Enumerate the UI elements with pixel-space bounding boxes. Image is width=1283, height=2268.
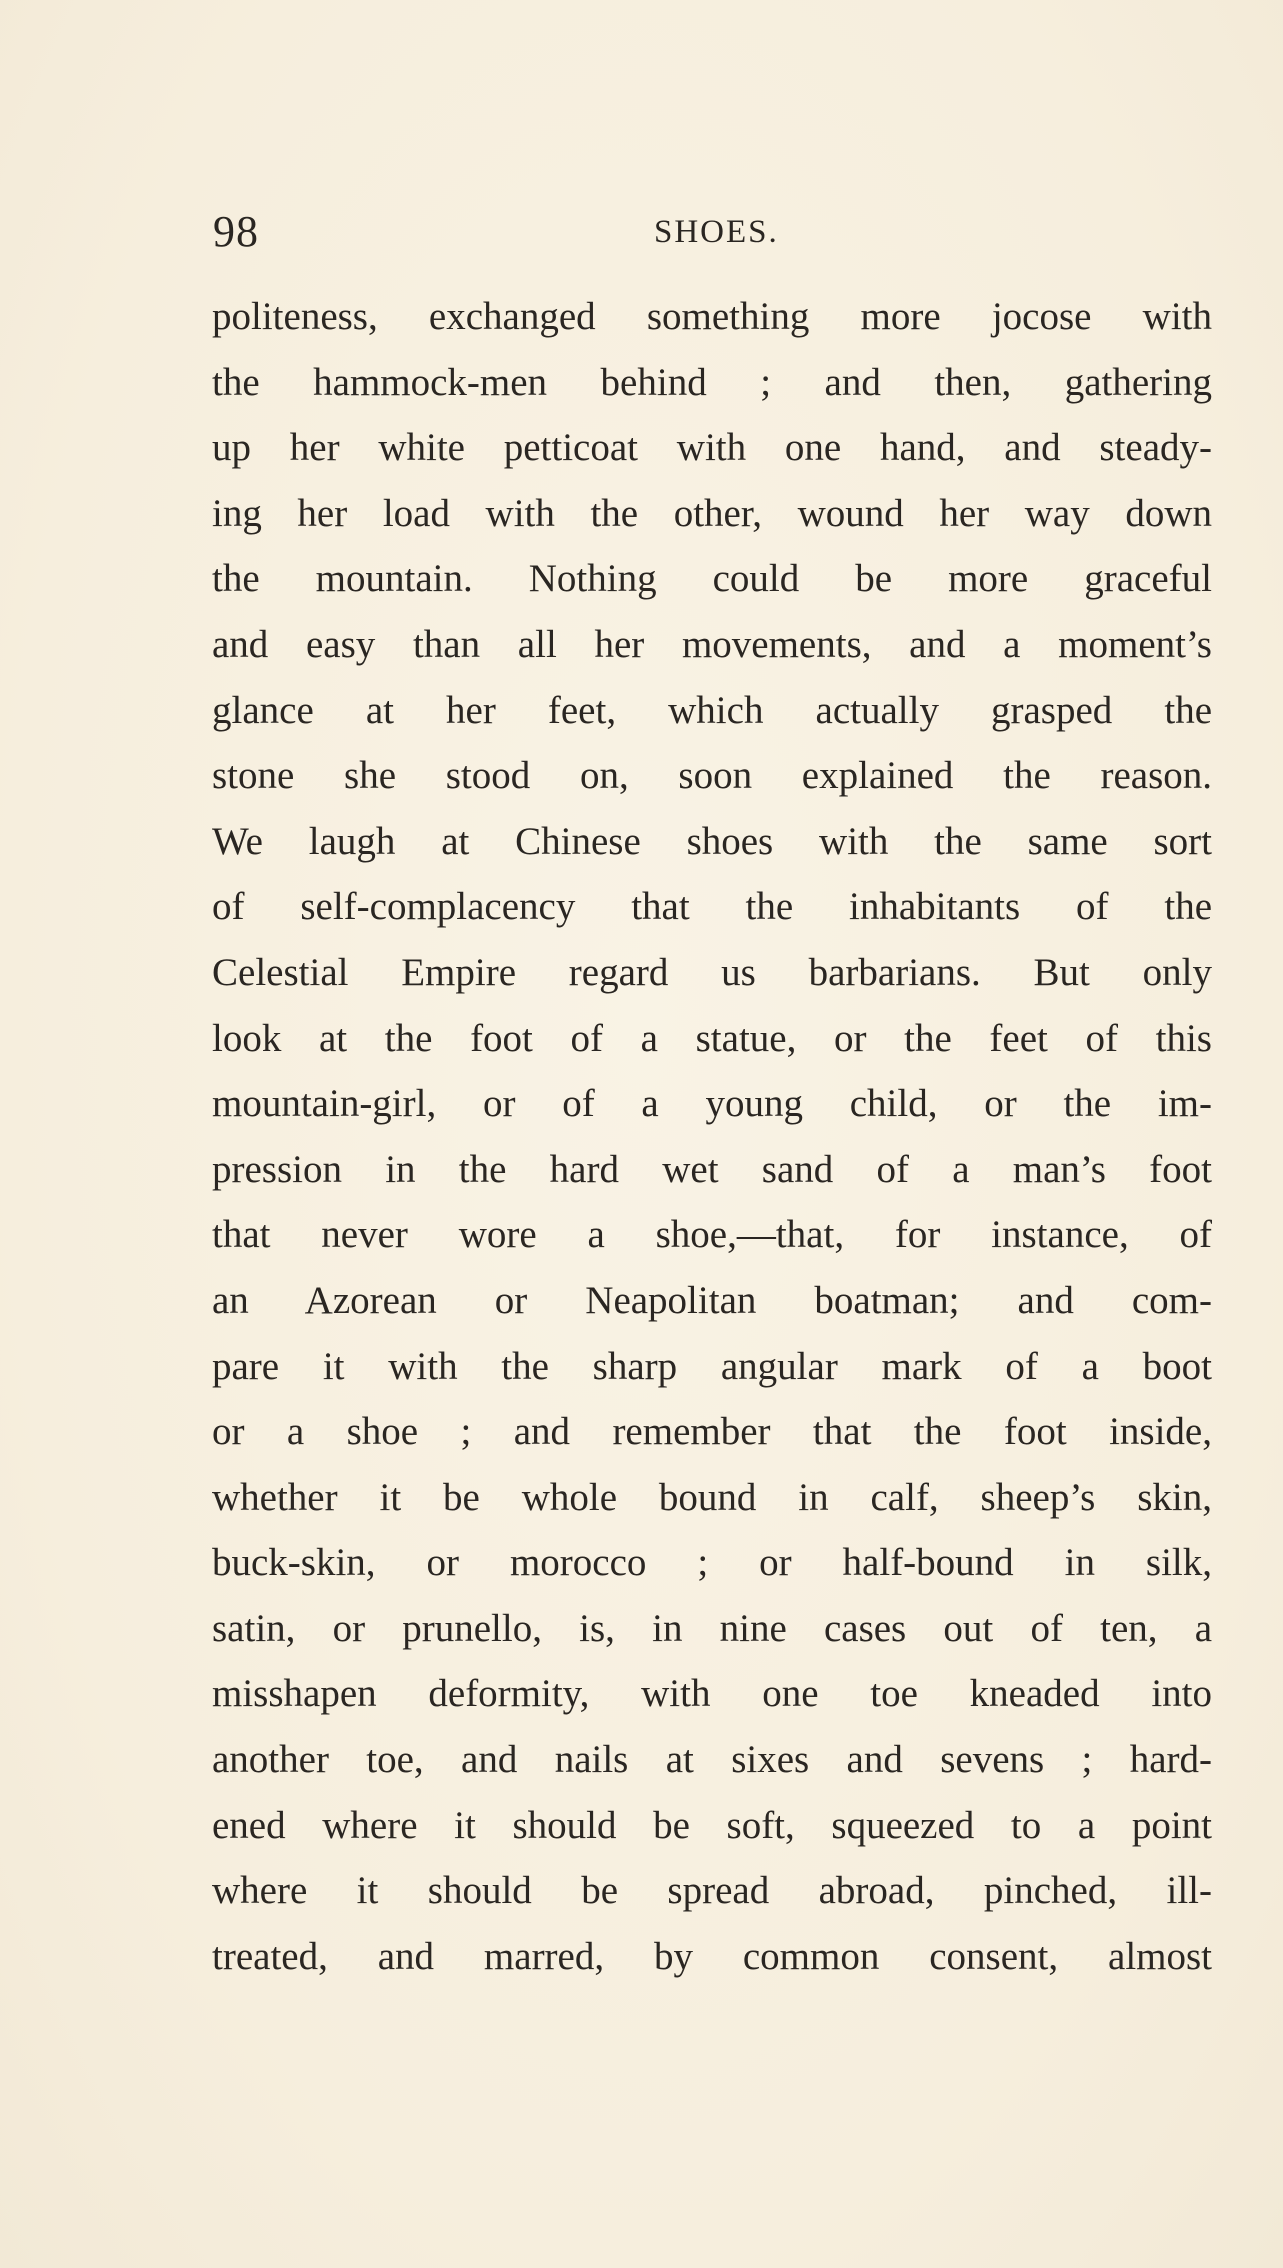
text-line: mountain-girl, or of a young child, or the im-: [212, 1082, 1212, 1126]
text-line: Celestial Empire regard us barbarians. But only: [212, 950, 1212, 994]
text-line: pare it with the sharp angular mark of a boot: [212, 1344, 1212, 1388]
text-line: an Azorean or Neapolitan boatman; and com-: [212, 1278, 1212, 1322]
text-line: ened where it should be soft, squeezed to a point: [212, 1803, 1212, 1847]
text-line: politeness, exchanged something more jocose with: [212, 295, 1212, 338]
text-line: pression in the hard wet sand of a man’s foot: [212, 1147, 1212, 1191]
text-line: and easy than all her movements, and a moment’s: [212, 622, 1212, 666]
text-line: where it should be spread abroad, pinched, ill-: [212, 1869, 1212, 1913]
text-line: another toe, and nails at sixes and sevens ; hard-: [212, 1738, 1212, 1782]
running-head: SHOES.: [654, 214, 779, 250]
text-line: whether it be whole bound in calf, sheep’s skin,: [212, 1475, 1212, 1519]
text-line: satin, or prunello, is, in nine cases out of ten, a: [212, 1606, 1212, 1650]
text-line: up her white petticoat with one hand, and steady-: [212, 426, 1212, 470]
text-line: look at the foot of a statue, or the feet of this: [212, 1016, 1212, 1060]
text-line: the mountain. Nothing could be more graceful: [212, 557, 1212, 601]
page-number: 98: [213, 207, 259, 256]
text-line: or a shoe ; and remember that the foot inside,: [212, 1410, 1212, 1454]
text-line: glance at her feet, which actually grasped the: [212, 688, 1212, 732]
page-header: [213, 206, 1213, 266]
text-line: that never wore a shoe,—that, for instance, of: [212, 1213, 1212, 1257]
text-line: the hammock-men behind ; and then, gathering: [212, 360, 1212, 404]
text-line: treated, and marred, by common consent, almost: [212, 1934, 1212, 1978]
text-line: misshapen deformity, with one toe kneaded into: [212, 1672, 1212, 1716]
text-line: We laugh at Chinese shoes with the same sort: [212, 819, 1212, 863]
text-line: stone she stood on, soon explained the reason.: [212, 754, 1212, 798]
text-line: buck-skin, or morocco ; or half-bound in silk,: [212, 1541, 1212, 1585]
text-line: ing her load with the other, wound her way down: [212, 491, 1212, 535]
body-text: [212, 284, 1212, 1989]
text-line: of self-complacency that the inhabitants of the: [212, 885, 1212, 929]
